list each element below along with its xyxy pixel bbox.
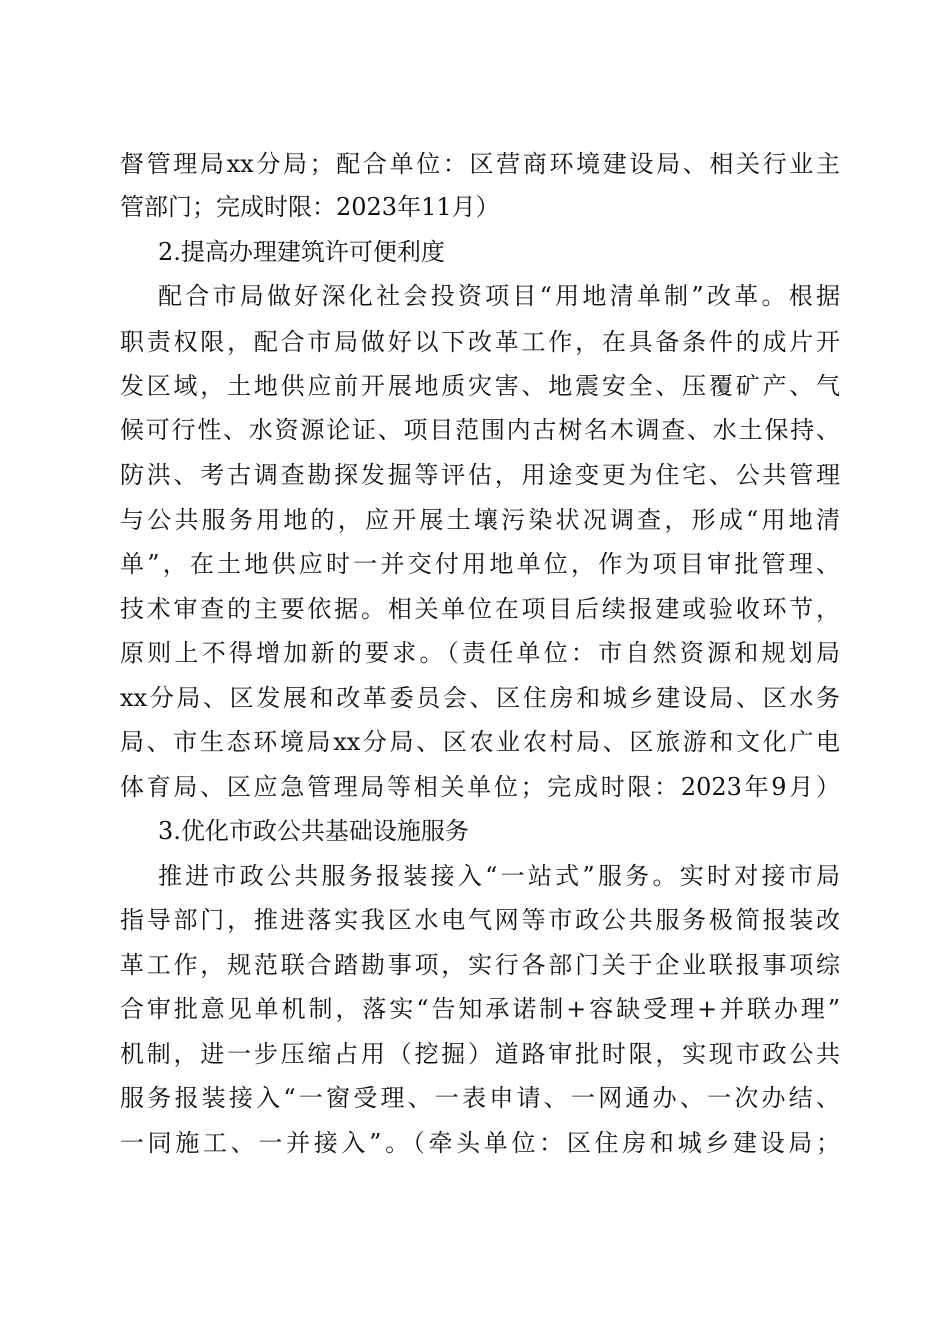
paragraph-line: 合审批意见单机制，落实“告知承诺制+容缺受理+并联办理” (120, 995, 840, 1023)
paragraph-line: 单”，在土地供应时一并交付用地单位，作为项目审批管理、 (120, 550, 840, 578)
paragraph-line: 服务报装接入“一窗受理、一表申请、一网通办、一次办结、 (120, 1084, 840, 1112)
paragraph-line: 与公共服务用地的，应开展土壤污染状况调查，形成“用地清 (120, 506, 840, 534)
paragraph-line: 推进市政公共服务报装接入“一站式”服务。实时对接市局 (158, 862, 840, 890)
section-heading: 3.优化市政公共基础设施服务 (158, 817, 469, 845)
paragraph-line: 体育局、区应急管理局等相关单位；完成时限：2023年9月） (120, 773, 840, 801)
paragraph-line: 局、市生态环境局xx分局、区农业农村局、区旅游和文化广电 (120, 728, 840, 756)
paragraph-line: 一同施工、一并接入”。（牵头单位：区住房和城乡建设局； (120, 1129, 840, 1157)
paragraph-line: 候可行性、水资源论证、项目范围内古树名木调查、水土保持、 (120, 416, 840, 444)
paragraph-line: 管部门；完成时限：2023年11月） (120, 193, 500, 221)
paragraph-line: 技术审查的主要依据。相关单位在项目后续报建或验收环节， (120, 595, 840, 623)
paragraph-line: 职责权限，配合市局做好以下改革工作，在具备条件的成片开 (120, 328, 840, 356)
paragraph-line: 原则上不得增加新的要求。（责任单位：市自然资源和规划局 (120, 639, 840, 667)
paragraph-line: 督管理局xx分局；配合单位：区营商环境建设局、相关行业主 (120, 150, 840, 178)
paragraph-line: 革工作，规范联合踏勘事项，实行各部门关于企业联报事项综 (120, 951, 840, 979)
paragraph-line: xx分局、区发展和改革委员会、区住房和城乡建设局、区水务 (120, 684, 840, 712)
paragraph-line: 发区域，土地供应前开展地质灾害、地震安全、压覆矿产、气 (120, 372, 840, 400)
paragraph-line: 机制，进一步压缩占用（挖掘）道路审批时限，实现市政公共 (120, 1040, 840, 1068)
paragraph-line: 配合市局做好深化社会投资项目“用地清单制”改革。根据 (158, 282, 840, 310)
paragraph-line: 指导部门，推进落实我区水电气网等市政公共服务极简报装改 (120, 906, 840, 934)
paragraph-line: 防洪、考古调查勘探发掘等评估，用途变更为住宅、公共管理 (120, 461, 840, 489)
section-heading: 2.提高办理建筑许可便利度 (158, 238, 445, 266)
